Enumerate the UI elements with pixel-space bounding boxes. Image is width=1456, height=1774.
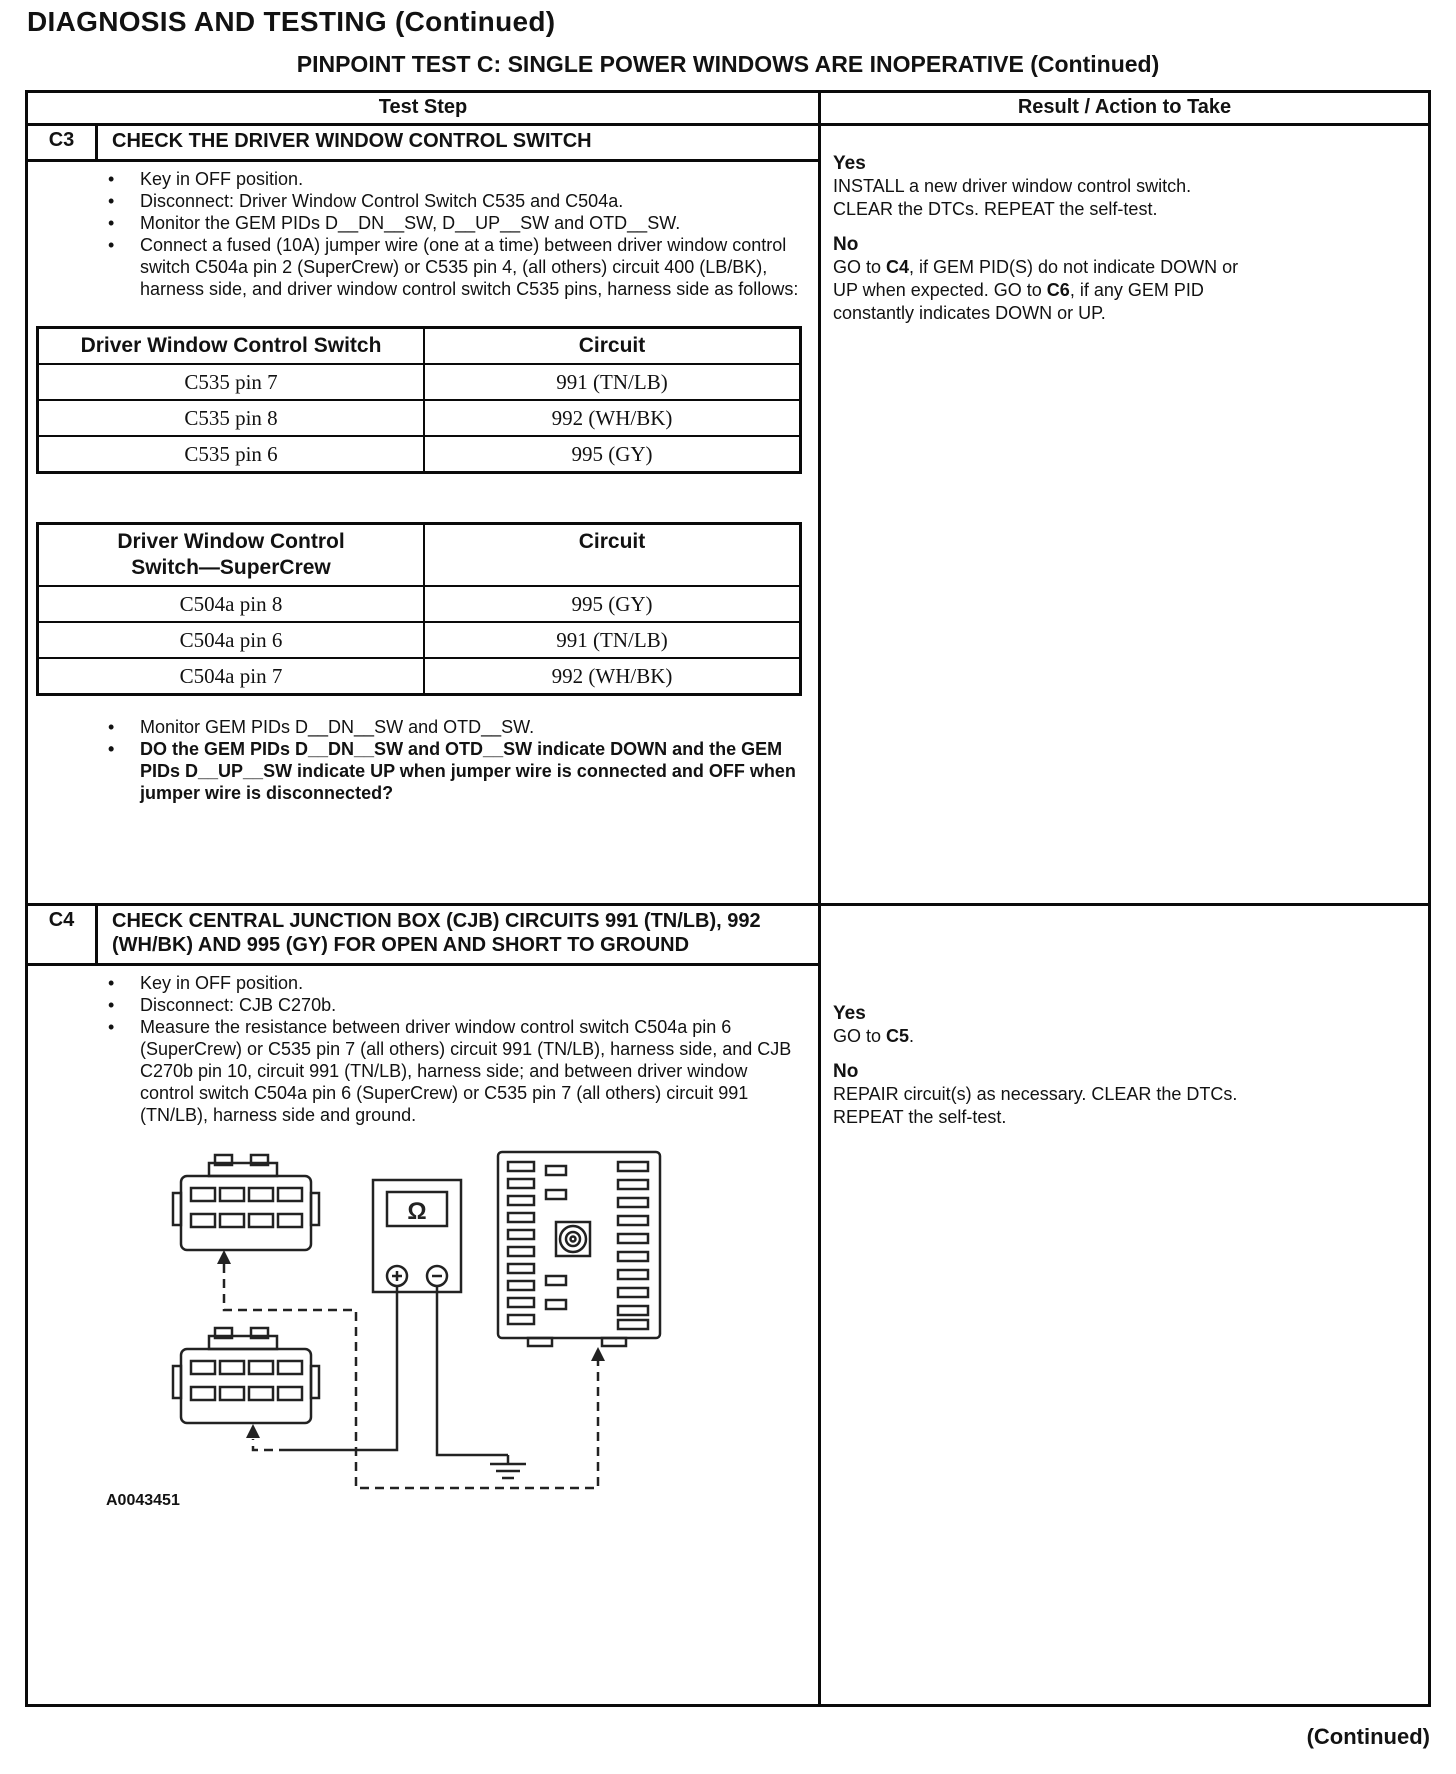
fuse-box-icon <box>498 1152 660 1346</box>
relay-boss <box>560 1226 586 1252</box>
table-row <box>39 401 799 437</box>
result-no-action: REPAIR circuit(s) as necessary. CLEAR the DTCs. REPEAT the self-test. <box>833 1084 1238 1127</box>
step-reference: C6 <box>1046 280 1070 300</box>
step-id: C3 <box>28 126 98 159</box>
step-c3-header <box>28 126 818 162</box>
pin-slot <box>278 1361 302 1374</box>
step-c3-test-column <box>28 126 821 903</box>
pin-slot <box>278 1188 302 1201</box>
probe-arrow-icon <box>217 1250 231 1264</box>
step-reference: C5 <box>886 1026 910 1046</box>
result-yes-action <box>833 1025 1245 1048</box>
bullet-item: • Disconnect: CJB C270b. <box>28 994 818 1016</box>
column-header-result: Result / Action to Take <box>1017 96 1232 118</box>
circuit-cell: 995 (GY) <box>571 442 653 466</box>
figure-id-label: A0043451 <box>106 1492 180 1509</box>
step-c4-result-column <box>821 906 1428 1704</box>
pinpoint-test-subtitle: PINPOINT TEST C: SINGLE POWER WINDOWS ARE INOPERATIVE (Continued) <box>296 51 1160 77</box>
continued-footer: (Continued) <box>1306 1724 1430 1749</box>
pin-cell: C535 pin 6 <box>39 437 425 471</box>
connector-ear <box>311 1193 319 1225</box>
circuit-cell: 991 (TN/LB) <box>556 370 668 394</box>
circuit-cell: 995 (GY) <box>571 592 653 616</box>
step-c4-test-column <box>28 906 821 1704</box>
connector-ear <box>173 1193 181 1225</box>
probe-arrow-icon <box>591 1347 605 1361</box>
result-yes-label: Yes <box>833 1003 866 1024</box>
pin-slot <box>278 1214 302 1227</box>
mount-tab <box>602 1338 626 1346</box>
pin-slot <box>191 1387 215 1400</box>
multimeter-icon <box>373 1180 461 1292</box>
pin-slot <box>249 1214 273 1227</box>
pin-slot <box>191 1188 215 1201</box>
column-header-label: Driver Window Control Switch—SuperCrew <box>117 530 345 579</box>
ground-icon <box>490 1464 526 1478</box>
step-row-c4 <box>28 906 1428 1704</box>
pin-cell: C504a pin 7 <box>39 659 425 693</box>
table-header-row <box>28 93 1428 126</box>
measurement-wire <box>224 1264 598 1488</box>
connector-ear <box>173 1366 181 1398</box>
result-yes-action: INSTALL a new driver window control switch. CLEAR the DTCs. REPEAT the self-test. <box>833 176 1192 219</box>
result-no-action <box>833 256 1245 325</box>
pin-slot <box>220 1214 244 1227</box>
circuit-cell: 992 (WH/BK) <box>551 664 673 688</box>
column-header <box>39 525 425 585</box>
step-c3-instructions <box>28 168 818 300</box>
connector-icon <box>173 1328 319 1423</box>
pin-slot <box>220 1361 244 1374</box>
result-text-part: , if GEM PID(S) do not indicate DOWN or UP when expected. GO to <box>833 257 1239 300</box>
result-text-part: . <box>909 1026 915 1046</box>
pin-slot <box>278 1387 302 1400</box>
table-header-row <box>39 329 799 365</box>
column-header-test-step: Test Step <box>28 93 821 123</box>
wiring-diagram <box>168 1150 668 1494</box>
pin-slot <box>249 1387 273 1400</box>
table-row <box>39 365 799 401</box>
result-no-label: No <box>833 234 859 255</box>
step-title: CHECK THE DRIVER WINDOW CONTROL SWITCH <box>112 130 592 152</box>
bullet-item: • Monitor the GEM PIDs D__DN__SW, D__UP__SW and OTD__SW. <box>28 212 818 234</box>
pin-cell: C504a pin 6 <box>39 623 425 657</box>
connector-ear <box>311 1366 319 1398</box>
step-c3-result-column <box>821 126 1428 903</box>
step-title: CHECK CENTRAL JUNCTION BOX (CJB) CIRCUITS 991 (TN/LB), 992 (WH/BK) AND 995 (GY) FOR OPEN AND SHORT TO GROUND <box>112 910 761 956</box>
step-reference: C4 <box>886 257 910 277</box>
table-header-row <box>39 525 799 587</box>
circuit-cell: 991 (TN/LB) <box>556 628 668 652</box>
step-row-c3 <box>28 126 1428 906</box>
pin-slot <box>191 1361 215 1374</box>
bullet-item: • Key in OFF position. <box>28 972 818 994</box>
table-row <box>39 587 799 623</box>
column-header: Circuit <box>578 334 646 357</box>
step-c3-body <box>28 162 818 804</box>
pin-cell: C535 pin 8 <box>39 401 425 435</box>
step-c4-instructions <box>28 972 818 1126</box>
result-text-part: GO to <box>833 1026 887 1046</box>
bullet-item: • Disconnect: Driver Window Control Switch C535 and C504a. <box>28 190 818 212</box>
mount-tab <box>528 1338 552 1346</box>
probe-arrow-icon <box>246 1424 260 1438</box>
step-c4-body <box>28 966 818 1520</box>
bullet-item: • Key in OFF position. <box>28 168 818 190</box>
bullet-item: • Connect a fused (10A) jumper wire (one at a time) between driver window control switch C504a pin 2 (SuperCrew) or C535 pin 4, (all others) circuit 400 (LB/BK), harness side, and driver window control switch C535 pins, harness side as follows: <box>28 234 818 300</box>
table-row <box>39 437 799 471</box>
supercrew-switch-table <box>36 522 802 696</box>
table-row <box>39 623 799 659</box>
page-title: DIAGNOSIS AND TESTING (Continued) <box>27 6 556 37</box>
pin-cell: C504a pin 8 <box>39 587 425 621</box>
wiring-diagram-figure <box>28 1150 818 1520</box>
connector-icon <box>173 1155 319 1250</box>
pin-slot <box>191 1214 215 1227</box>
bullet-item: • Monitor GEM PIDs D__DN__SW and OTD__SW. <box>28 716 818 738</box>
pin-slot <box>249 1361 273 1374</box>
step-question: • DO the GEM PIDs D__DN__SW and OTD__SW indicate DOWN and the GEM PIDs D__UP__SW indicate UP when jumper wire is connected and OFF when jumper wire is disconnected? <box>28 738 818 804</box>
result-text-part: , if any GEM PID constantly indicates DOWN or UP. <box>833 280 1204 323</box>
ohm-symbol: Ω <box>407 1198 427 1225</box>
column-header: Driver Window Control Switch <box>39 329 425 363</box>
step-id: C4 <box>28 906 98 963</box>
step-c3-question-block <box>28 716 818 804</box>
pin-slot <box>220 1387 244 1400</box>
result-text-part: GO to <box>833 257 887 277</box>
pinpoint-test-table <box>25 90 1431 1707</box>
result-yes-label: Yes <box>833 153 866 174</box>
result-no-label: No <box>833 1061 859 1082</box>
meter-plus-lead-dashed <box>253 1439 288 1450</box>
driver-window-switch-table <box>36 326 802 474</box>
step-c4-header <box>28 906 818 966</box>
bullet-item: • Measure the resistance between driver window control switch C504a pin 6 (SuperCrew) or C535 pin 7 (all others) circuit 991 (TN/LB), harness side, and CJB C270b pin 10, circuit 991 (TN/LB), harness side; and between driver window control switch C504a pin 6 (SuperCrew) or C535 pin 7 (all others) circuit 991 (TN/LB), harness side and ground. <box>28 1016 818 1126</box>
pin-cell: C535 pin 7 <box>39 365 425 399</box>
pin-slot <box>220 1188 244 1201</box>
pin-slot <box>249 1188 273 1201</box>
column-header: Circuit <box>578 530 646 553</box>
table-row <box>39 659 799 693</box>
circuit-cell: 992 (WH/BK) <box>551 406 673 430</box>
